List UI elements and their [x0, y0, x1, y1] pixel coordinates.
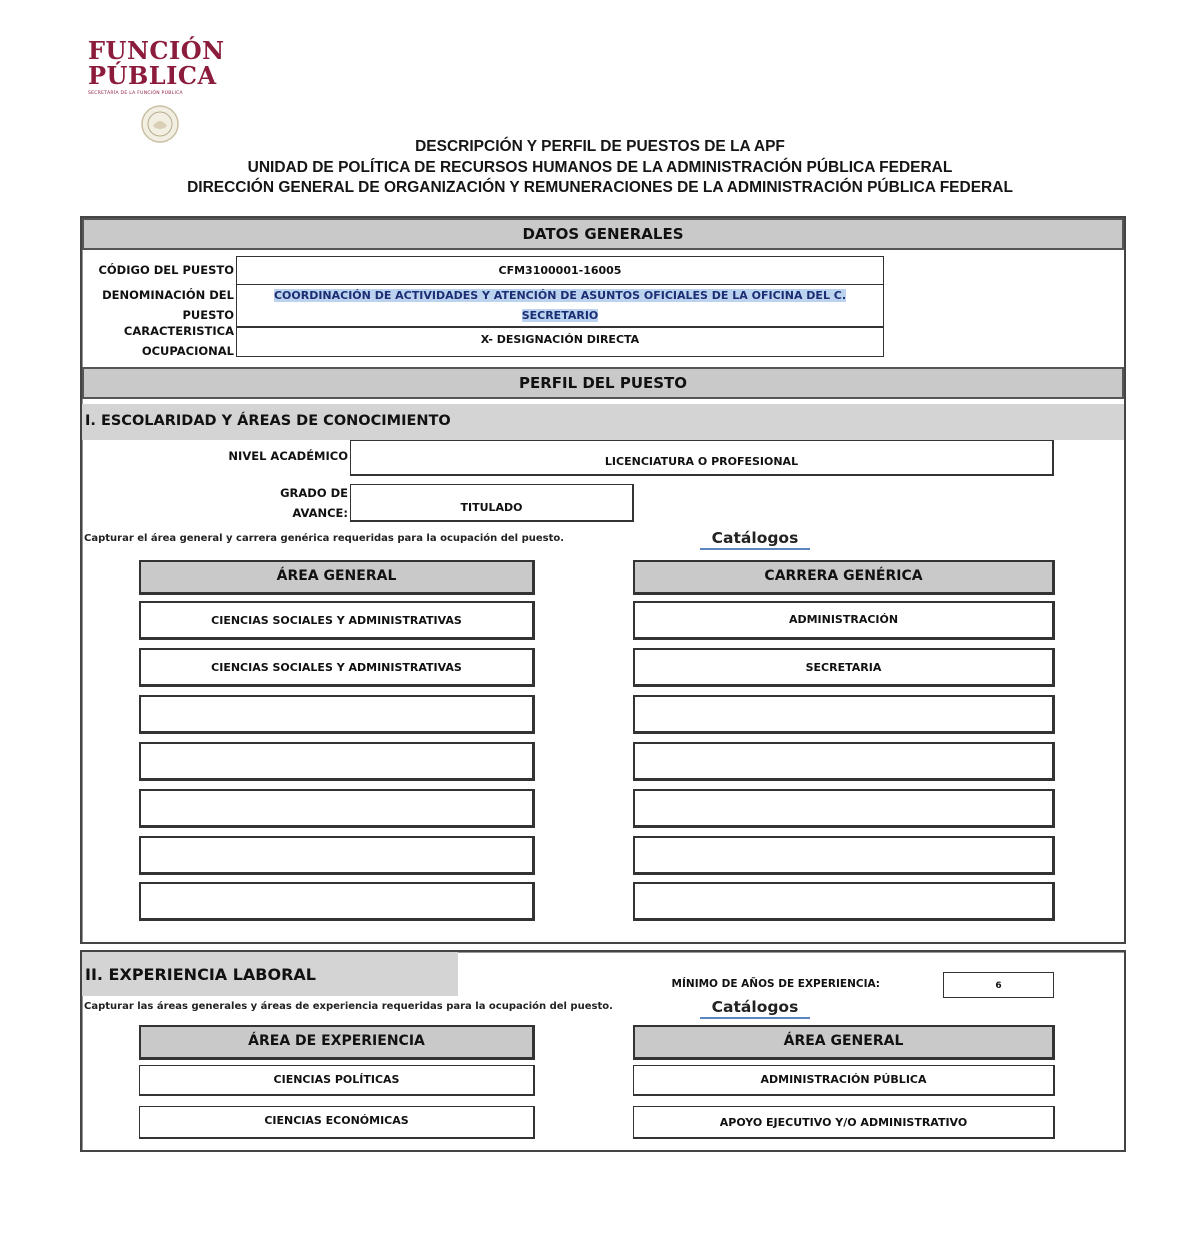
area-experiencia-header: ÁREA DE EXPERIENCIA: [139, 1025, 535, 1060]
carrera-generica-cell[interactable]: [633, 836, 1055, 875]
nivel-label: NIVEL ACADÉMICO: [228, 449, 348, 463]
perfil-header: PERFIL DEL PUESTO: [82, 367, 1124, 399]
denominacion-value-2: SECRETARIO: [521, 309, 599, 322]
nivel-field[interactable]: [350, 440, 1054, 476]
area-general-header: ÁREA GENERAL: [139, 560, 535, 595]
experiencia-note: Capturar las áreas generales y áreas de experiencia requeridas para la ocupación del puesto.: [84, 1001, 613, 1012]
grado-label-2: AVANCE:: [292, 506, 348, 520]
area-general-cell[interactable]: [139, 601, 535, 640]
minimo-field[interactable]: [943, 972, 1054, 998]
area-experiencia-cell[interactable]: [139, 1106, 535, 1139]
caracteristica-value: X- DESIGNACIÓN DIRECTA: [480, 333, 640, 346]
area-general-cell[interactable]: [139, 695, 535, 734]
datos-generales-header: DATOS GENERALES: [82, 218, 1124, 250]
grado-field[interactable]: [350, 484, 634, 522]
carrera-generica-value: SECRETARIA: [805, 661, 882, 674]
title-line-1: DESCRIPCIÓN Y PERFIL DE PUESTOS DE LA APF: [415, 138, 785, 155]
area-general-value: CIENCIAS SOCIALES Y ADMINISTRATIVAS: [211, 661, 462, 674]
area-experiencia-cell[interactable]: [139, 1065, 535, 1096]
area-general-cell[interactable]: [139, 836, 535, 875]
title-line-2: UNIDAD DE POLÍTICA DE RECURSOS HUMANOS DE LA ADMINISTRACIÓN PÚBLICA FEDERAL: [247, 158, 953, 176]
area-general-cell[interactable]: [139, 742, 535, 781]
grado-value: TITULADO: [460, 501, 523, 514]
catalogos-link-1[interactable]: Catálogos: [700, 529, 810, 550]
carrera-generica-cell[interactable]: [633, 648, 1055, 687]
minimo-value: 6: [995, 981, 1002, 991]
area-general-cell[interactable]: [139, 882, 535, 921]
area-general-exp-value: ADMINISTRACIÓN PÚBLICA: [760, 1073, 927, 1086]
area-general-exp-cell[interactable]: [633, 1065, 1055, 1096]
catalogos-link-2[interactable]: Catálogos: [700, 998, 810, 1019]
carrera-generica-cell[interactable]: [633, 695, 1055, 734]
carrera-generica-cell[interactable]: [633, 789, 1055, 828]
caracteristica-field[interactable]: [236, 327, 884, 357]
denominacion-label-1: DENOMINACIÓN DEL: [102, 288, 234, 302]
area-general-exp-cell[interactable]: [633, 1106, 1055, 1139]
logo-line-1: FUNCIÓN: [88, 36, 225, 65]
codigo-value: CFM3100001-16005: [498, 264, 622, 277]
caracteristica-label-2: OCUPACIONAL: [141, 344, 234, 358]
section-2-title: II. EXPERIENCIA LABORAL: [82, 952, 458, 996]
funcion-publica-logo: [88, 38, 238, 148]
denominacion-label-2: PUESTO: [182, 308, 234, 322]
denominacion-field[interactable]: [236, 285, 884, 327]
logo-subtitle: SECRETARÍA DE LA FUNCIÓN PÚBLICA: [88, 91, 183, 96]
codigo-label: CÓDIGO DEL PUESTO: [98, 263, 234, 277]
title-line-3: DIRECCIÓN GENERAL DE ORGANIZACIÓN Y REMUNERACIONES DE LA ADMINISTRACIÓN PÚBLICA FEDERAL: [187, 179, 1013, 196]
escolaridad-note: Capturar el área general y carrera genérica requeridas para la ocupación del puesto.: [84, 533, 565, 544]
area-experiencia-value: CIENCIAS POLÍTICAS: [273, 1073, 400, 1086]
carrera-generica-value: ADMINISTRACIÓN: [788, 613, 899, 626]
area-general-exp-header: ÁREA GENERAL: [633, 1025, 1055, 1060]
document-titles: [0, 137, 1200, 199]
area-general-cell[interactable]: [139, 648, 535, 687]
carrera-generica-header: CARRERA GENÉRICA: [633, 560, 1055, 595]
nivel-value: LICENCIATURA O PROFESIONAL: [604, 455, 799, 468]
denominacion-value-1: COORDINACIÓN DE ACTIVIDADES Y ATENCIÓN DE ASUNTOS OFICIALES DE LA OFICINA DEL C.: [273, 289, 847, 302]
area-general-exp-value: APOYO EJECUTIVO Y/O ADMINISTRATIVO: [719, 1116, 968, 1129]
carrera-generica-cell[interactable]: [633, 742, 1055, 781]
minimo-label: MÍNIMO DE AÑOS DE EXPERIENCIA:: [671, 978, 880, 990]
carrera-generica-cell[interactable]: [633, 882, 1055, 921]
logo-line-2: PÚBLICA: [88, 61, 217, 90]
area-general-value: CIENCIAS SOCIALES Y ADMINISTRATIVAS: [211, 614, 462, 627]
area-experiencia-value: CIENCIAS ECONÓMICAS: [264, 1114, 409, 1127]
grado-label-1: GRADO DE: [280, 486, 348, 500]
codigo-field[interactable]: [236, 256, 884, 285]
caracteristica-label-1: CARACTERISTICA: [123, 324, 234, 338]
carrera-generica-cell[interactable]: [633, 601, 1055, 640]
section-1-title: I. ESCOLARIDAD Y ÁREAS DE CONOCIMIENTO: [82, 404, 1124, 440]
area-general-cell[interactable]: [139, 789, 535, 828]
